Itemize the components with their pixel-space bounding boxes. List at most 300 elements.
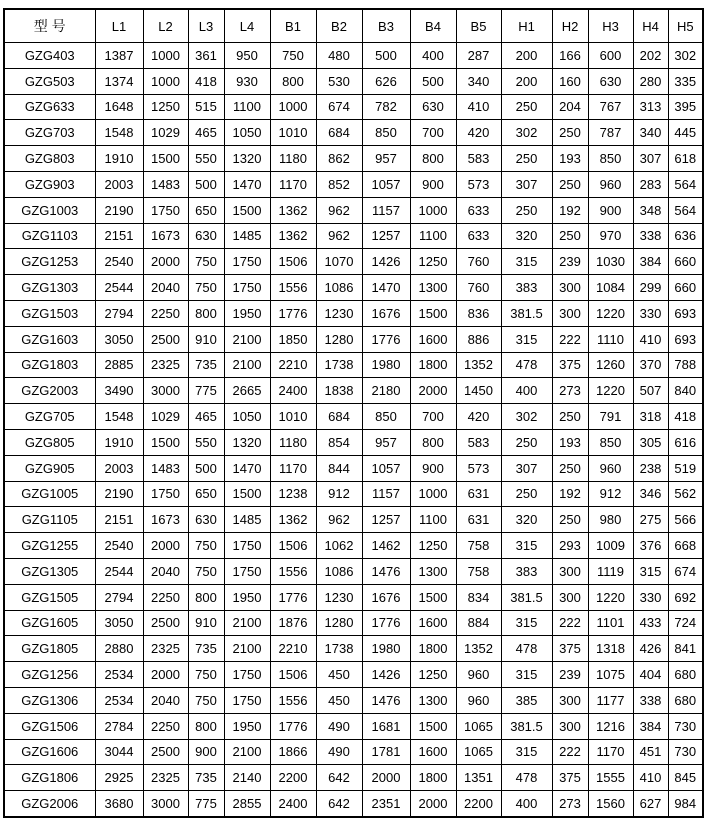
value-cell: 2190 [95, 197, 143, 223]
value-cell: 335 [668, 68, 703, 94]
value-cell: 1560 [588, 791, 633, 817]
value-cell: 1352 [456, 636, 501, 662]
value-cell: 1600 [410, 610, 456, 636]
value-cell: 250 [552, 120, 588, 146]
value-cell: 338 [633, 687, 668, 713]
value-cell: 2151 [95, 507, 143, 533]
value-cell: 385 [501, 687, 552, 713]
model-cell: GZG1306 [4, 687, 95, 713]
model-cell: GZG1503 [4, 300, 95, 326]
value-cell: 315 [501, 326, 552, 352]
value-cell: 1010 [270, 404, 316, 430]
value-cell: 758 [456, 533, 501, 559]
value-cell: 1050 [224, 404, 270, 430]
value-cell: 627 [633, 791, 668, 817]
value-cell: 2000 [143, 249, 188, 275]
value-cell: 530 [316, 68, 362, 94]
model-cell: GZG1506 [4, 713, 95, 739]
value-cell: 750 [188, 558, 224, 584]
value-cell: 287 [456, 43, 501, 69]
value-cell: 2100 [224, 610, 270, 636]
value-cell: 1009 [588, 533, 633, 559]
value-cell: 1850 [270, 326, 316, 352]
value-cell: 500 [188, 455, 224, 481]
value-cell: 1170 [270, 455, 316, 481]
value-cell: 300 [552, 584, 588, 610]
value-cell: 1950 [224, 584, 270, 610]
value-cell: 600 [588, 43, 633, 69]
value-cell: 500 [362, 43, 410, 69]
value-cell: 1000 [143, 68, 188, 94]
value-cell: 2925 [95, 765, 143, 791]
value-cell: 202 [633, 43, 668, 69]
value-cell: 376 [633, 533, 668, 559]
value-cell: 840 [668, 378, 703, 404]
column-header-L3: L3 [188, 9, 224, 43]
value-cell: 1910 [95, 429, 143, 455]
value-cell: 410 [633, 326, 668, 352]
value-cell: 300 [552, 300, 588, 326]
value-cell: 1220 [588, 584, 633, 610]
value-cell: 1500 [410, 584, 456, 610]
table-row-GZG1306 [4, 687, 703, 713]
value-cell: 1781 [362, 739, 410, 765]
value-cell: 370 [633, 352, 668, 378]
value-cell: 280 [633, 68, 668, 94]
value-cell: 1057 [362, 455, 410, 481]
value-cell: 1062 [316, 533, 362, 559]
table-row-GZG1606 [4, 739, 703, 765]
value-cell: 400 [501, 378, 552, 404]
value-cell: 884 [456, 610, 501, 636]
value-cell: 1750 [224, 533, 270, 559]
value-cell: 273 [552, 378, 588, 404]
value-cell: 693 [668, 300, 703, 326]
table-row-GZG1806 [4, 765, 703, 791]
value-cell: 1776 [362, 326, 410, 352]
value-cell: 384 [633, 249, 668, 275]
value-cell: 375 [552, 765, 588, 791]
value-cell: 2540 [95, 249, 143, 275]
value-cell: 900 [410, 455, 456, 481]
model-cell: GZG1605 [4, 610, 95, 636]
value-cell: 3680 [95, 791, 143, 817]
value-cell: 1800 [410, 636, 456, 662]
value-cell: 1320 [224, 146, 270, 172]
model-cell: GZG2003 [4, 378, 95, 404]
table-row-GZG1005 [4, 481, 703, 507]
value-cell: 2534 [95, 687, 143, 713]
value-cell: 2400 [270, 378, 316, 404]
table-row-GZG1305 [4, 558, 703, 584]
value-cell: 2003 [95, 455, 143, 481]
value-cell: 1876 [270, 610, 316, 636]
value-cell: 2180 [362, 378, 410, 404]
value-cell: 478 [501, 352, 552, 378]
table-row-GZG903 [4, 171, 703, 197]
value-cell: 305 [633, 429, 668, 455]
value-cell: 1676 [362, 584, 410, 610]
model-cell: GZG1253 [4, 249, 95, 275]
value-cell: 1750 [224, 662, 270, 688]
value-cell: 2190 [95, 481, 143, 507]
value-cell: 631 [456, 507, 501, 533]
value-cell: 680 [668, 662, 703, 688]
value-cell: 2885 [95, 352, 143, 378]
value-cell: 1387 [95, 43, 143, 69]
value-cell: 750 [188, 687, 224, 713]
value-cell: 1500 [143, 146, 188, 172]
value-cell: 700 [410, 120, 456, 146]
value-cell: 960 [456, 662, 501, 688]
value-cell: 630 [188, 223, 224, 249]
value-cell: 383 [501, 275, 552, 301]
value-cell: 315 [501, 739, 552, 765]
value-cell: 1426 [362, 249, 410, 275]
model-cell: GZG1256 [4, 662, 95, 688]
value-cell: 2500 [143, 739, 188, 765]
value-cell: 564 [668, 197, 703, 223]
value-cell: 1506 [270, 533, 316, 559]
value-cell: 660 [668, 275, 703, 301]
model-cell: GZG1805 [4, 636, 95, 662]
value-cell: 1500 [410, 713, 456, 739]
column-header-H4: H4 [633, 9, 668, 43]
value-cell: 193 [552, 146, 588, 172]
value-cell: 957 [362, 429, 410, 455]
value-cell: 239 [552, 662, 588, 688]
value-cell: 700 [410, 404, 456, 430]
value-cell: 1776 [270, 300, 316, 326]
value-cell: 684 [316, 120, 362, 146]
value-cell: 2210 [270, 636, 316, 662]
value-cell: 1470 [362, 275, 410, 301]
value-cell: 1738 [316, 352, 362, 378]
table-row-GZG1303 [4, 275, 703, 301]
value-cell: 315 [633, 558, 668, 584]
value-cell: 418 [188, 68, 224, 94]
table-row-GZG1503 [4, 300, 703, 326]
value-cell: 375 [552, 636, 588, 662]
value-cell: 800 [188, 300, 224, 326]
value-cell: 500 [410, 68, 456, 94]
value-cell: 564 [668, 171, 703, 197]
value-cell: 1220 [588, 378, 633, 404]
value-cell: 410 [456, 94, 501, 120]
value-cell: 330 [633, 300, 668, 326]
value-cell: 1170 [270, 171, 316, 197]
value-cell: 1000 [410, 481, 456, 507]
value-cell: 1470 [224, 455, 270, 481]
value-cell: 2250 [143, 713, 188, 739]
value-cell: 1556 [270, 558, 316, 584]
value-cell: 2784 [95, 713, 143, 739]
model-cell: GZG1103 [4, 223, 95, 249]
value-cell: 2000 [410, 378, 456, 404]
table-row-GZG703 [4, 120, 703, 146]
value-cell: 980 [588, 507, 633, 533]
value-cell: 307 [501, 455, 552, 481]
value-cell: 2140 [224, 765, 270, 791]
column-header-B3: B3 [362, 9, 410, 43]
value-cell: 330 [633, 584, 668, 610]
column-header-L1: L1 [95, 9, 143, 43]
value-cell: 204 [552, 94, 588, 120]
value-cell: 1216 [588, 713, 633, 739]
value-cell: 730 [668, 713, 703, 739]
value-cell: 735 [188, 636, 224, 662]
value-cell: 318 [633, 404, 668, 430]
value-cell: 222 [552, 610, 588, 636]
value-cell: 1086 [316, 558, 362, 584]
value-cell: 222 [552, 739, 588, 765]
value-cell: 730 [668, 739, 703, 765]
column-header-H1: H1 [501, 9, 552, 43]
value-cell: 445 [668, 120, 703, 146]
value-cell: 854 [316, 429, 362, 455]
value-cell: 1257 [362, 507, 410, 533]
value-cell: 1250 [410, 533, 456, 559]
value-cell: 1910 [95, 146, 143, 172]
value-cell: 400 [410, 43, 456, 69]
value-cell: 315 [501, 610, 552, 636]
value-cell: 633 [456, 197, 501, 223]
value-cell: 450 [316, 687, 362, 713]
model-cell: GZG703 [4, 120, 95, 146]
value-cell: 1075 [588, 662, 633, 688]
value-cell: 2040 [143, 558, 188, 584]
table-row-GZG1506 [4, 713, 703, 739]
value-cell: 2534 [95, 662, 143, 688]
value-cell: 573 [456, 455, 501, 481]
value-cell: 1000 [143, 43, 188, 69]
model-cell: GZG803 [4, 146, 95, 172]
model-cell: GZG1105 [4, 507, 95, 533]
value-cell: 2250 [143, 300, 188, 326]
value-cell: 900 [188, 739, 224, 765]
table-row-GZG1505 [4, 584, 703, 610]
value-cell: 788 [668, 352, 703, 378]
value-cell: 724 [668, 610, 703, 636]
value-cell: 395 [668, 94, 703, 120]
value-cell: 1681 [362, 713, 410, 739]
table-row-GZG1603 [4, 326, 703, 352]
value-cell: 192 [552, 197, 588, 223]
value-cell: 1500 [143, 429, 188, 455]
value-cell: 760 [456, 249, 501, 275]
value-cell: 250 [552, 455, 588, 481]
value-cell: 192 [552, 481, 588, 507]
value-cell: 1119 [588, 558, 633, 584]
table-row-GZG1803 [4, 352, 703, 378]
value-cell: 1750 [224, 558, 270, 584]
value-cell: 1738 [316, 636, 362, 662]
value-cell: 451 [633, 739, 668, 765]
value-cell: 418 [668, 404, 703, 430]
value-cell: 1351 [456, 765, 501, 791]
table-row-GZG705 [4, 404, 703, 430]
value-cell: 2794 [95, 584, 143, 610]
value-cell: 1476 [362, 687, 410, 713]
value-cell: 275 [633, 507, 668, 533]
value-cell: 1548 [95, 404, 143, 430]
value-cell: 383 [501, 558, 552, 584]
model-cell: GZG705 [4, 404, 95, 430]
value-cell: 1548 [95, 120, 143, 146]
value-cell: 519 [668, 455, 703, 481]
value-cell: 300 [552, 713, 588, 739]
value-cell: 950 [224, 43, 270, 69]
value-cell: 642 [316, 791, 362, 817]
table-row-GZG805 [4, 429, 703, 455]
value-cell: 1555 [588, 765, 633, 791]
value-cell: 984 [668, 791, 703, 817]
value-cell: 650 [188, 481, 224, 507]
value-cell: 1750 [224, 249, 270, 275]
column-header-B4: B4 [410, 9, 456, 43]
value-cell: 616 [668, 429, 703, 455]
value-cell: 2100 [224, 739, 270, 765]
value-cell: 307 [633, 146, 668, 172]
value-cell: 2325 [143, 765, 188, 791]
table-header [4, 9, 703, 43]
value-cell: 1750 [224, 687, 270, 713]
value-cell: 2040 [143, 687, 188, 713]
value-cell: 910 [188, 326, 224, 352]
column-header-H5: H5 [668, 9, 703, 43]
value-cell: 758 [456, 558, 501, 584]
value-cell: 1600 [410, 739, 456, 765]
value-cell: 200 [501, 43, 552, 69]
value-cell: 1280 [316, 610, 362, 636]
value-cell: 2003 [95, 171, 143, 197]
value-cell: 900 [588, 197, 633, 223]
value-cell: 630 [588, 68, 633, 94]
value-cell: 300 [552, 275, 588, 301]
value-cell: 1250 [410, 249, 456, 275]
value-cell: 1838 [316, 378, 362, 404]
value-cell: 2500 [143, 326, 188, 352]
value-cell: 480 [316, 43, 362, 69]
value-cell: 420 [456, 120, 501, 146]
value-cell: 912 [588, 481, 633, 507]
value-cell: 960 [588, 171, 633, 197]
column-header-B2: B2 [316, 9, 362, 43]
value-cell: 1029 [143, 120, 188, 146]
value-cell: 302 [668, 43, 703, 69]
value-cell: 2000 [143, 533, 188, 559]
value-cell: 1010 [270, 120, 316, 146]
model-cell: GZG633 [4, 94, 95, 120]
value-cell: 1483 [143, 455, 188, 481]
value-cell: 1500 [410, 300, 456, 326]
value-cell: 3000 [143, 791, 188, 817]
value-cell: 583 [456, 429, 501, 455]
value-cell: 1362 [270, 507, 316, 533]
value-cell: 1374 [95, 68, 143, 94]
value-cell: 515 [188, 94, 224, 120]
value-cell: 583 [456, 146, 501, 172]
value-cell: 800 [188, 713, 224, 739]
value-cell: 2665 [224, 378, 270, 404]
value-cell: 1980 [362, 352, 410, 378]
column-header-L2: L2 [143, 9, 188, 43]
column-header-model: 型 号 [4, 9, 95, 43]
value-cell: 1950 [224, 300, 270, 326]
value-cell: 910 [188, 610, 224, 636]
value-cell: 1950 [224, 713, 270, 739]
value-cell: 250 [501, 481, 552, 507]
value-cell: 2325 [143, 636, 188, 662]
value-cell: 693 [668, 326, 703, 352]
model-cell: GZG1305 [4, 558, 95, 584]
value-cell: 338 [633, 223, 668, 249]
value-cell: 1750 [224, 275, 270, 301]
value-cell: 1180 [270, 146, 316, 172]
value-cell: 478 [501, 636, 552, 662]
value-cell: 1362 [270, 197, 316, 223]
value-cell: 1157 [362, 197, 410, 223]
value-cell: 300 [552, 687, 588, 713]
value-cell: 1500 [224, 481, 270, 507]
value-cell: 1600 [410, 326, 456, 352]
value-cell: 2200 [456, 791, 501, 817]
value-cell: 1318 [588, 636, 633, 662]
value-cell: 800 [410, 429, 456, 455]
value-cell: 2500 [143, 610, 188, 636]
value-cell: 800 [270, 68, 316, 94]
model-cell: GZG503 [4, 68, 95, 94]
value-cell: 787 [588, 120, 633, 146]
value-cell: 239 [552, 249, 588, 275]
model-cell: GZG1003 [4, 197, 95, 223]
table-row-GZG503 [4, 68, 703, 94]
value-cell: 1100 [410, 507, 456, 533]
value-cell: 3044 [95, 739, 143, 765]
value-cell: 1800 [410, 352, 456, 378]
value-cell: 852 [316, 171, 362, 197]
value-cell: 3490 [95, 378, 143, 404]
value-cell: 320 [501, 223, 552, 249]
table-body [4, 43, 703, 817]
value-cell: 1426 [362, 662, 410, 688]
value-cell: 760 [456, 275, 501, 301]
value-cell: 2880 [95, 636, 143, 662]
value-cell: 767 [588, 94, 633, 120]
value-cell: 1362 [270, 223, 316, 249]
value-cell: 680 [668, 687, 703, 713]
value-cell: 750 [188, 275, 224, 301]
value-cell: 1352 [456, 352, 501, 378]
value-cell: 250 [501, 94, 552, 120]
value-cell: 900 [410, 171, 456, 197]
value-cell: 313 [633, 94, 668, 120]
value-cell: 2000 [362, 765, 410, 791]
value-cell: 410 [633, 765, 668, 791]
value-cell: 433 [633, 610, 668, 636]
value-cell: 1110 [588, 326, 633, 352]
value-cell: 1750 [143, 481, 188, 507]
value-cell: 1776 [362, 610, 410, 636]
value-cell: 2040 [143, 275, 188, 301]
value-cell: 1470 [224, 171, 270, 197]
value-cell: 375 [552, 352, 588, 378]
value-cell: 1100 [410, 223, 456, 249]
value-cell: 1866 [270, 739, 316, 765]
value-cell: 836 [456, 300, 501, 326]
value-cell: 315 [501, 249, 552, 275]
model-cell: GZG1505 [4, 584, 95, 610]
